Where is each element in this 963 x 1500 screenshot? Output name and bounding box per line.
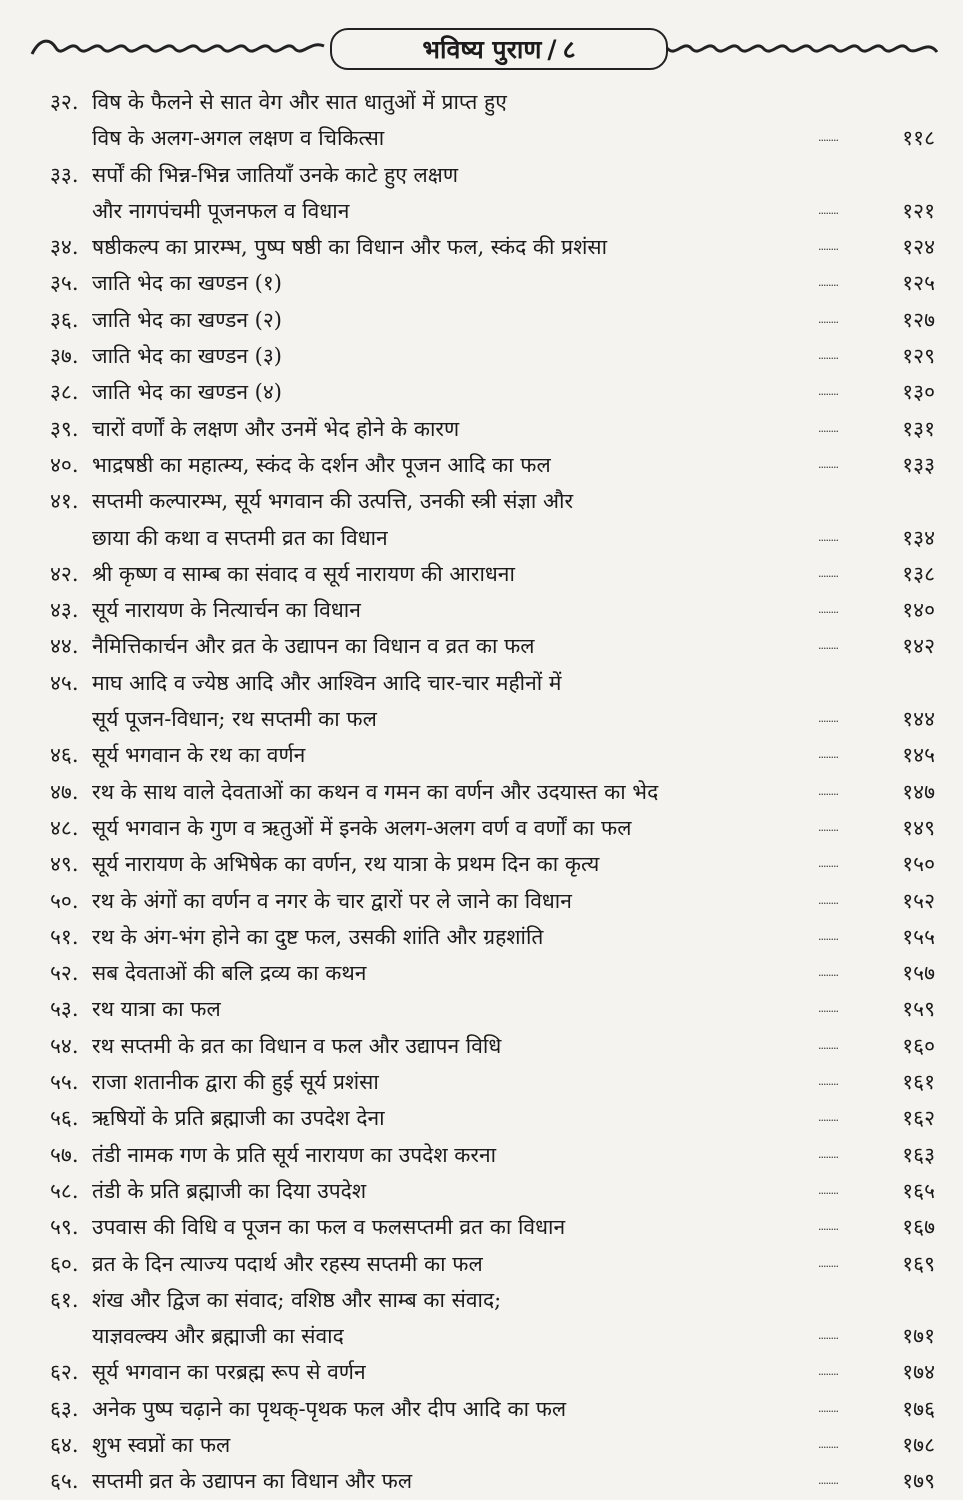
chapter-number: ५४. <box>50 1033 79 1058</box>
chapter-title: रथ यात्रा का फल <box>92 997 221 1022</box>
toc-entry-line <box>0 1209 963 1245</box>
chapter-title: सूर्य भगवान का परब्रह्म रूप से वर्णन <box>92 1360 366 1385</box>
toc-entry-line <box>0 1354 963 1390</box>
chapter-number: ५५. <box>50 1070 79 1095</box>
chapter-number: ५८. <box>50 1178 79 1203</box>
toc-entry-line <box>0 193 963 229</box>
chapter-page-number: १३० <box>902 380 935 405</box>
chapter-page-number: १७८ <box>902 1432 935 1457</box>
chapter-number: ४५. <box>50 670 79 695</box>
toc-entry-line <box>0 157 963 193</box>
chapter-title: विष के फैलने से सात वेग और सात धातुओं में प्राप्त हुए <box>92 90 507 114</box>
toc-entry-line <box>0 1173 963 1209</box>
dot-leader: ........ <box>818 603 838 617</box>
chapter-page-number: १५० <box>902 852 935 877</box>
dot-leader: ........ <box>818 1220 838 1234</box>
toc-entry-line <box>0 1427 963 1463</box>
toc-entry-line <box>0 810 963 846</box>
dot-leader: ........ <box>818 1147 838 1161</box>
chapter-title: माघ आदि व ज्येष्ठ आदि और आश्विन आदि चार-चार महीनों में <box>92 670 562 695</box>
chapter-page-number: १५५ <box>902 924 935 949</box>
dot-leader: ........ <box>818 1038 838 1052</box>
toc-entry-line <box>0 520 963 556</box>
chapter-title: याज्ञवल्क्य और ब्रह्माजी का संवाद <box>92 1324 344 1349</box>
toc-entry-line <box>0 120 963 156</box>
dot-leader: ........ <box>818 276 838 290</box>
chapter-title: रथ के अंग-भंग होने का दुष्ट फल, उसकी शांति और ग्रहशांति <box>92 924 544 949</box>
dot-leader: ........ <box>818 421 838 435</box>
dot-leader: ........ <box>818 784 838 798</box>
toc-entry-line <box>0 955 963 991</box>
dot-leader: ........ <box>818 1002 838 1016</box>
chapter-number: ३९. <box>50 416 79 441</box>
page-number: ८ <box>562 35 576 64</box>
chapter-page-number: १७९ <box>902 1469 935 1494</box>
chapter-page-number: १५९ <box>902 997 935 1022</box>
dot-leader: ........ <box>818 457 838 471</box>
toc-entry-line <box>0 265 963 301</box>
dot-leader: ........ <box>818 1075 838 1089</box>
chapter-title: जाति भेद का खण्डन (३) <box>92 344 282 369</box>
chapter-title: रथ के अंगों का वर्णन व नगर के चार द्वारों पर ले जाने का विधान <box>92 888 572 913</box>
chapter-page-number: १३४ <box>902 525 935 550</box>
chapter-number: ५१. <box>50 924 79 949</box>
chapter-title: सप्तमी व्रत के उद्यापन का विधान और फल <box>92 1469 413 1494</box>
dot-leader: ........ <box>818 385 838 399</box>
dot-leader: ........ <box>818 1256 838 1270</box>
dot-leader: ........ <box>818 712 838 726</box>
toc-entry-line <box>0 1064 963 1100</box>
toc-entry-line <box>0 1282 963 1318</box>
dot-leader: ........ <box>818 966 838 980</box>
chapter-page-number: १२४ <box>902 235 935 260</box>
chapter-number: ४४. <box>50 634 79 659</box>
toc-entry-line <box>0 374 963 410</box>
chapter-number: ६१. <box>50 1287 79 1312</box>
chapter-title: और नागपंचमी पूजनफल व विधान <box>92 198 350 223</box>
toc-entry-line <box>0 592 963 628</box>
dot-leader: ........ <box>818 530 838 544</box>
chapter-page-number: १४५ <box>902 743 935 768</box>
chapter-number: ६५. <box>50 1469 79 1494</box>
dot-leader: ........ <box>818 857 838 871</box>
toc-entry-line <box>0 628 963 664</box>
dot-leader: ........ <box>818 131 838 145</box>
chapter-title: सप्तमी कल्पारम्भ, सूर्य भगवान की उत्पत्ति, उनकी स्त्री संज्ञा और <box>92 489 574 514</box>
chapter-page-number: १३१ <box>902 416 935 441</box>
chapter-title: भाद्रषष्ठी का महात्म्य, स्कंद के दर्शन और पूजन आदि का फल <box>92 452 551 477</box>
dot-leader: ........ <box>818 1183 838 1197</box>
chapter-page-number: १५७ <box>902 961 935 986</box>
toc-entry-line <box>0 1463 963 1499</box>
chapter-number: ५६. <box>50 1106 79 1131</box>
chapter-number: ४९. <box>50 852 79 877</box>
chapter-page-number: १४९ <box>902 815 935 840</box>
chapter-title: सब देवताओं की बलि द्रव्य का कथन <box>92 961 367 986</box>
chapter-title: तंडी नामक गण के प्रति सूर्य नारायण का उपदेश करना <box>92 1142 497 1167</box>
chapter-number: ६४. <box>50 1432 79 1457</box>
chapter-title: चारों वर्णों के लक्षण और उनमें भेद होने के कारण <box>92 416 460 441</box>
title-separator: / <box>547 34 557 64</box>
chapter-page-number: १६५ <box>902 1178 935 1203</box>
chapter-title: सूर्य भगवान के गुण व ऋतुओं में इनके अलग-अलग वर्ण व वर्णों का फल <box>92 815 632 840</box>
chapter-number: ४८. <box>50 815 79 840</box>
chapter-number: ५०. <box>50 888 79 913</box>
dot-leader: ........ <box>818 1329 838 1343</box>
chapter-page-number: ११८ <box>902 126 935 151</box>
toc-entry-line <box>0 1100 963 1136</box>
chapter-title: उपवास की विधि व पूजन का फल व फलसप्तमी व्रत का विधान <box>92 1215 566 1240</box>
toc-entry-line <box>0 991 963 1027</box>
chapter-number: ४१. <box>50 489 79 514</box>
dot-leader: ........ <box>818 1401 838 1415</box>
toc-entry-line <box>0 737 963 773</box>
chapter-number: ५२. <box>50 961 79 986</box>
toc-entry-line <box>0 447 963 483</box>
toc-entry-line <box>0 883 963 919</box>
dot-leader: ........ <box>818 312 838 326</box>
chapter-title: श्री कृष्ण व साम्ब का संवाद व सूर्य नारायण की आराधना <box>92 561 515 586</box>
chapter-title: विष के अलग-अगल लक्षण व चिकित्सा <box>92 126 385 151</box>
toc-entry-line <box>0 1318 963 1354</box>
chapter-page-number: १६९ <box>902 1251 935 1276</box>
table-of-contents <box>0 84 963 1500</box>
dot-leader: ........ <box>818 1365 838 1379</box>
chapter-number: ५९. <box>50 1215 79 1240</box>
chapter-page-number: १७४ <box>902 1360 935 1385</box>
chapter-page-number: १२९ <box>902 344 935 369</box>
chapter-number: ३७. <box>50 344 79 369</box>
toc-entry-line <box>0 1391 963 1427</box>
toc-entry-line <box>0 1137 963 1173</box>
chapter-number: ३८. <box>50 380 79 405</box>
chapter-title: छाया की कथा व सप्तमी व्रत का विधान <box>92 525 388 550</box>
chapter-title: जाति भेद का खण्डन (४) <box>92 380 282 405</box>
chapter-title: तंडी के प्रति ब्रह्माजी का दिया उपदेश <box>92 1178 367 1203</box>
chapter-page-number: १२७ <box>902 307 935 332</box>
toc-entry-line <box>0 919 963 955</box>
chapter-page-number: १६३ <box>902 1142 935 1167</box>
dot-leader: ........ <box>818 1474 838 1488</box>
dot-leader: ........ <box>818 893 838 907</box>
chapter-number: ६२. <box>50 1360 79 1385</box>
chapter-number: ४६. <box>50 743 79 768</box>
chapter-number: ६०. <box>50 1251 79 1276</box>
dot-leader: ........ <box>818 349 838 363</box>
chapter-title: जाति भेद का खण्डन (१) <box>92 271 282 296</box>
chapter-title: शंख और द्विज का संवाद; वशिष्ठ और साम्ब का संवाद; <box>92 1287 502 1312</box>
chapter-page-number: १७६ <box>902 1396 935 1421</box>
dot-leader: ........ <box>818 929 838 943</box>
chapter-number: ४३. <box>50 598 79 623</box>
toc-entry-line <box>0 846 963 882</box>
chapter-number: ३५. <box>50 271 79 296</box>
chapter-title: व्रत के दिन त्याज्य पदार्थ और रहस्य सप्तमी का फल <box>92 1251 483 1276</box>
chapter-title: सूर्य नारायण के अभिषेक का वर्णन, रथ यात्रा के प्रथम दिन का कृत्य <box>92 852 600 877</box>
header-ornament-right <box>665 28 940 68</box>
chapter-title: रथ के साथ वाले देवताओं का कथन व गमन का वर्णन और उदयास्त का भेद <box>92 779 659 804</box>
dot-leader: ........ <box>818 203 838 217</box>
dot-leader: ........ <box>818 1437 838 1451</box>
dot-leader: ........ <box>818 820 838 834</box>
chapter-page-number: १३८ <box>902 561 935 586</box>
toc-entry-line <box>0 84 963 120</box>
toc-entry-line <box>0 483 963 519</box>
toc-entry-line <box>0 701 963 737</box>
chapter-number: ४७. <box>50 779 79 804</box>
ornament-left-icon <box>30 28 326 68</box>
chapter-page-number: १४० <box>902 598 935 623</box>
chapter-page-number: १४२ <box>902 634 935 659</box>
chapter-title: षष्ठीकल्प का प्रारम्भ, पुष्प षष्ठी का विधान और फल, स्कंद की प्रशंसा <box>92 235 608 260</box>
chapter-number: ४०. <box>50 452 79 477</box>
chapter-page-number: १६१ <box>902 1070 935 1095</box>
toc-entry-line <box>0 1246 963 1282</box>
toc-entry-line <box>0 411 963 447</box>
chapter-title: अनेक पुष्प चढ़ाने का पृथक्-पृथक फल और दीप आदि का फल <box>92 1396 567 1421</box>
chapter-page-number: १२५ <box>902 271 935 296</box>
chapter-number: ६३. <box>50 1396 79 1421</box>
chapter-number: ३६. <box>50 307 79 332</box>
chapter-title: सूर्य नारायण के नित्यार्चन का विधान <box>92 598 361 623</box>
chapter-page-number: १३३ <box>902 452 935 477</box>
chapter-title: नैमित्तिकार्चन और व्रत के उद्यापन का विधान व व्रत का फल <box>92 634 535 659</box>
dot-leader: ........ <box>818 1111 838 1125</box>
chapter-number: ५३. <box>50 997 79 1022</box>
chapter-title: शुभ स्वप्नों का फल <box>92 1432 231 1457</box>
toc-entry-line <box>0 556 963 592</box>
ornament-right-icon <box>665 28 940 68</box>
chapter-number: ३३. <box>50 162 79 187</box>
toc-entry-line <box>0 665 963 701</box>
chapter-title: सर्पों की भिन्न-भिन्न जातियाँ उनके काटे हुए लक्षण <box>92 162 459 187</box>
chapter-page-number: १४७ <box>902 779 935 804</box>
chapter-title: जाति भेद का खण्डन (२) <box>92 307 282 332</box>
chapter-page-number: १२१ <box>902 198 935 223</box>
toc-entry-line <box>0 1028 963 1064</box>
chapter-page-number: १६० <box>902 1033 935 1058</box>
header-ornament-left <box>30 28 326 68</box>
chapter-number: ५७. <box>50 1142 79 1167</box>
toc-entry-line <box>0 302 963 338</box>
chapter-number: ४२. <box>50 561 79 586</box>
dot-leader: ........ <box>818 748 838 762</box>
toc-entry-line <box>0 229 963 265</box>
dot-leader: ........ <box>818 566 838 580</box>
toc-entry-line <box>0 338 963 374</box>
chapter-number: ३२. <box>50 90 79 114</box>
chapter-title: सूर्य भगवान के रथ का वर्णन <box>92 743 306 768</box>
book-title: भविष्य पुराण <box>422 35 542 64</box>
chapter-title: सूर्य पूजन-विधान; रथ सप्तमी का फल <box>92 707 377 732</box>
chapter-page-number: १६७ <box>902 1215 935 1240</box>
chapter-title: ऋषियों के प्रति ब्रह्माजी का उपदेश देना <box>92 1106 385 1131</box>
book-title-box <box>330 28 668 70</box>
chapter-page-number: १४४ <box>902 707 935 732</box>
chapter-page-number: १५२ <box>902 888 935 913</box>
toc-entry-line <box>0 774 963 810</box>
dot-leader: ........ <box>818 639 838 653</box>
page-header <box>30 26 935 72</box>
chapter-title: राजा शतानीक द्वारा की हुई सूर्य प्रशंसा <box>92 1070 379 1095</box>
chapter-title: रथ सप्तमी के व्रत का विधान व फल और उद्यापन विधि <box>92 1033 502 1058</box>
dot-leader: ........ <box>818 240 838 254</box>
chapter-page-number: १७१ <box>902 1324 935 1349</box>
chapter-page-number: १६२ <box>902 1106 935 1131</box>
chapter-number: ३४. <box>50 235 79 260</box>
